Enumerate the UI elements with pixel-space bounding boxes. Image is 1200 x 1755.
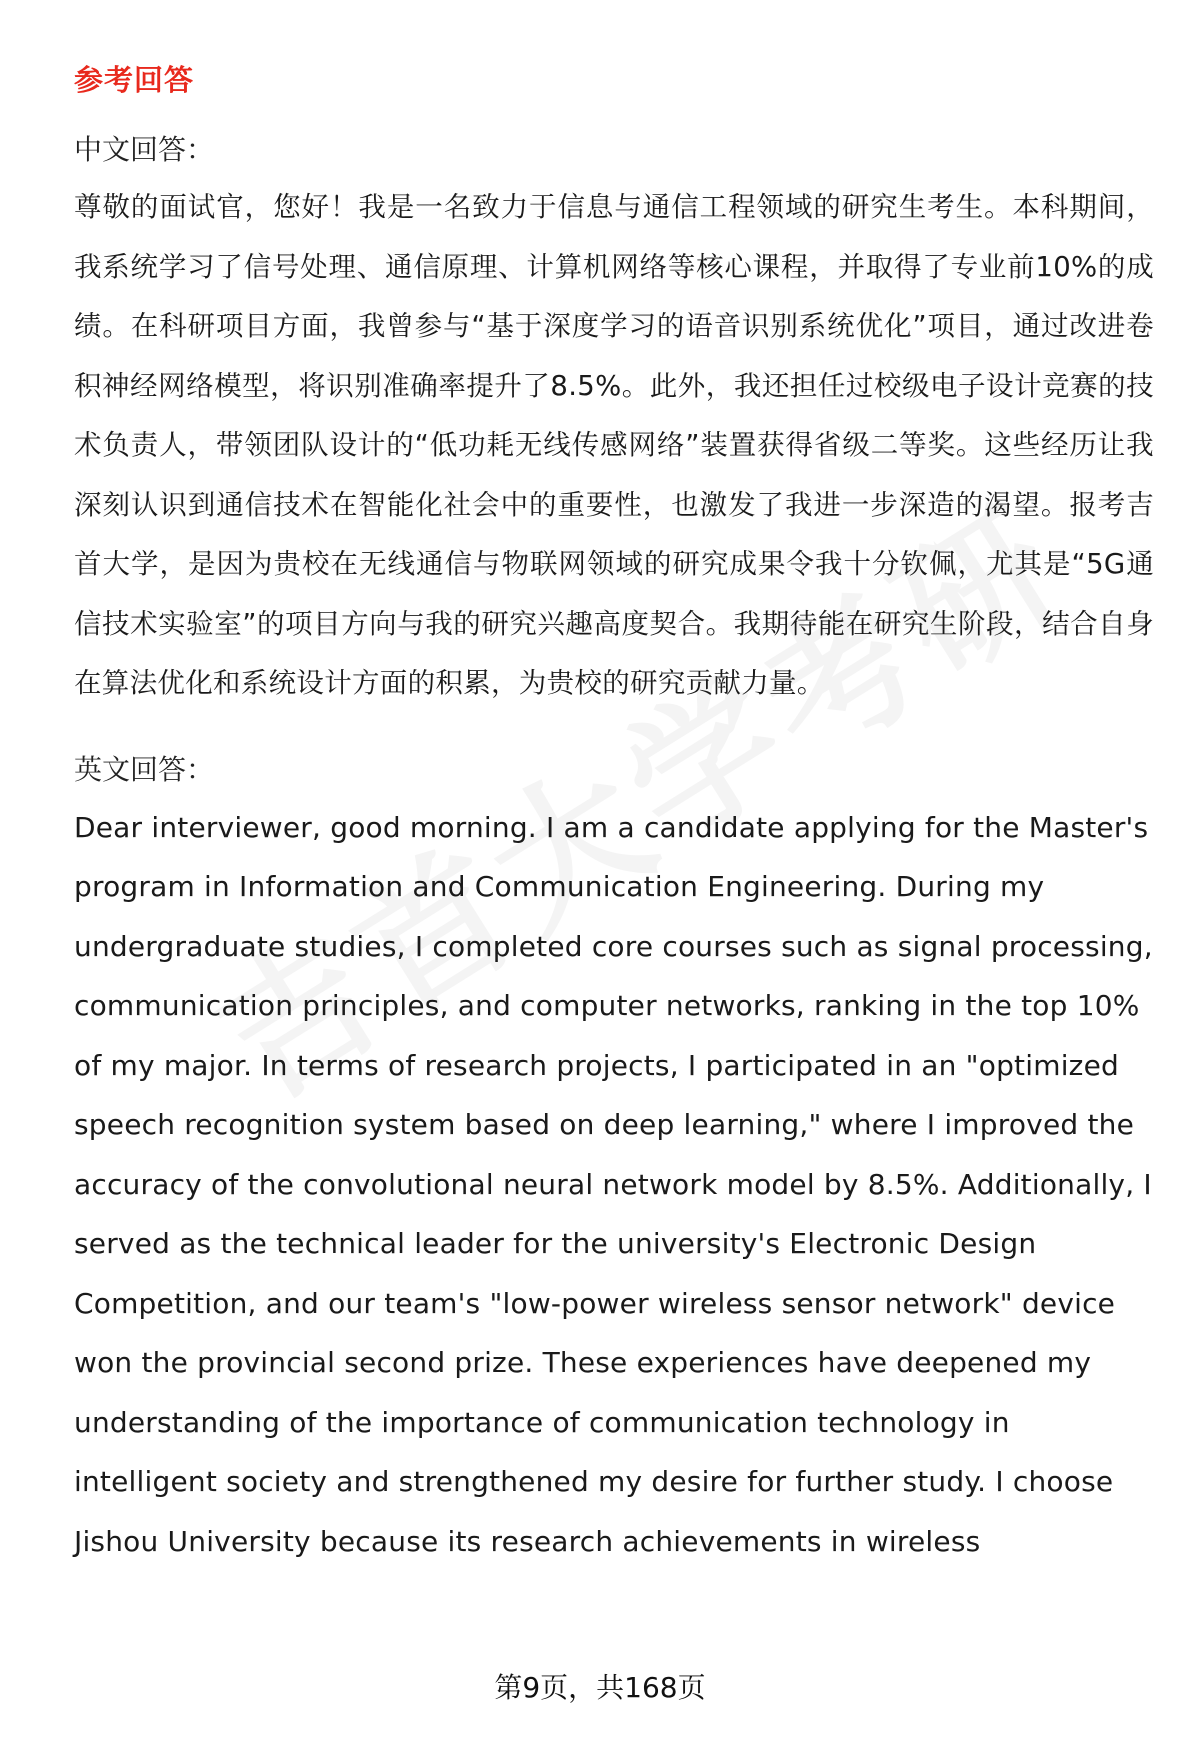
page-number: 第9页，共168页: [494, 1671, 706, 1704]
english-line: program in Information and Communication Engineering. During my: [74, 870, 1045, 903]
english-line: Competition, and our team's "low-power wireless sensor network" device: [74, 1286, 1116, 1320]
english-line: Dear interviewer, good morning. I am a candidate applying for the Master's: [74, 810, 1149, 844]
english-answer-label: 英文回答：: [74, 752, 215, 786]
english-line: intelligent society and strengthened my desire for further study. I choose: [74, 1465, 1114, 1498]
chinese-answer-text: 尊敬的面试官，您好！我是一名致力于信息与通信工程领域的研究生考生。本科期间，我系统学习了信号处理、通信原理、计算机网络等核心课程，并取得了专业前10%的成绩。在科研项目方面，我曾参与“基于深度学习的语音识别系统优化”项目，通过改进卷积神经网络模型，将识别准确率提升了8.5%。此外，我还担任过校级电子设计竞赛的技术负责人，带领团队设计的“低功耗无线传感网络”装置获得省级二等奖。这些经历让我深刻认识到通信技术在智能化社会中的重要性，也激发了我进一步深造的渴望。报考吉首大学，是因为贵校在无线通信与物联网领域的研究成果令我十分钦佩，尤其是“5G通信技术实验室”的项目方向与我的研究兴趣高度契合。我期待能在研究生阶段，结合自身在算法优化和系统设计方面的积累，为贵校的研究贡献力量。: [74, 191, 1154, 699]
english-line: undergraduate studies, I completed core courses such as signal processing,: [74, 929, 1153, 963]
english-line: won the provincial second prize. These experiences have deepened my: [74, 1346, 1092, 1379]
english-answer-text: [74, 798, 1154, 1572]
page-content: [74, 52, 1154, 1571]
english-line: accuracy of the convolutional neural network model by 8.5%. Additionally, I: [74, 1167, 1152, 1201]
section-gap: [74, 714, 1154, 748]
english-line: understanding of the importance of communication technology in: [74, 1405, 1010, 1439]
reference-answer-title: 参考回答: [74, 63, 195, 97]
english-line: Jishou University because its research achievements in wireless: [74, 1524, 981, 1558]
english-line: communication principles, and computer networks, ranking in the top 10%: [74, 989, 1140, 1022]
english-line: served as the technical leader for the university's Electronic Design: [74, 1227, 1037, 1260]
english-line: of my major. In terms of research projects, I participated in an "optimized: [74, 1048, 1119, 1082]
chinese-answer-label: 中文回答：: [74, 133, 215, 166]
english-line: speech recognition system based on deep learning," where I improved the: [74, 1108, 1135, 1141]
